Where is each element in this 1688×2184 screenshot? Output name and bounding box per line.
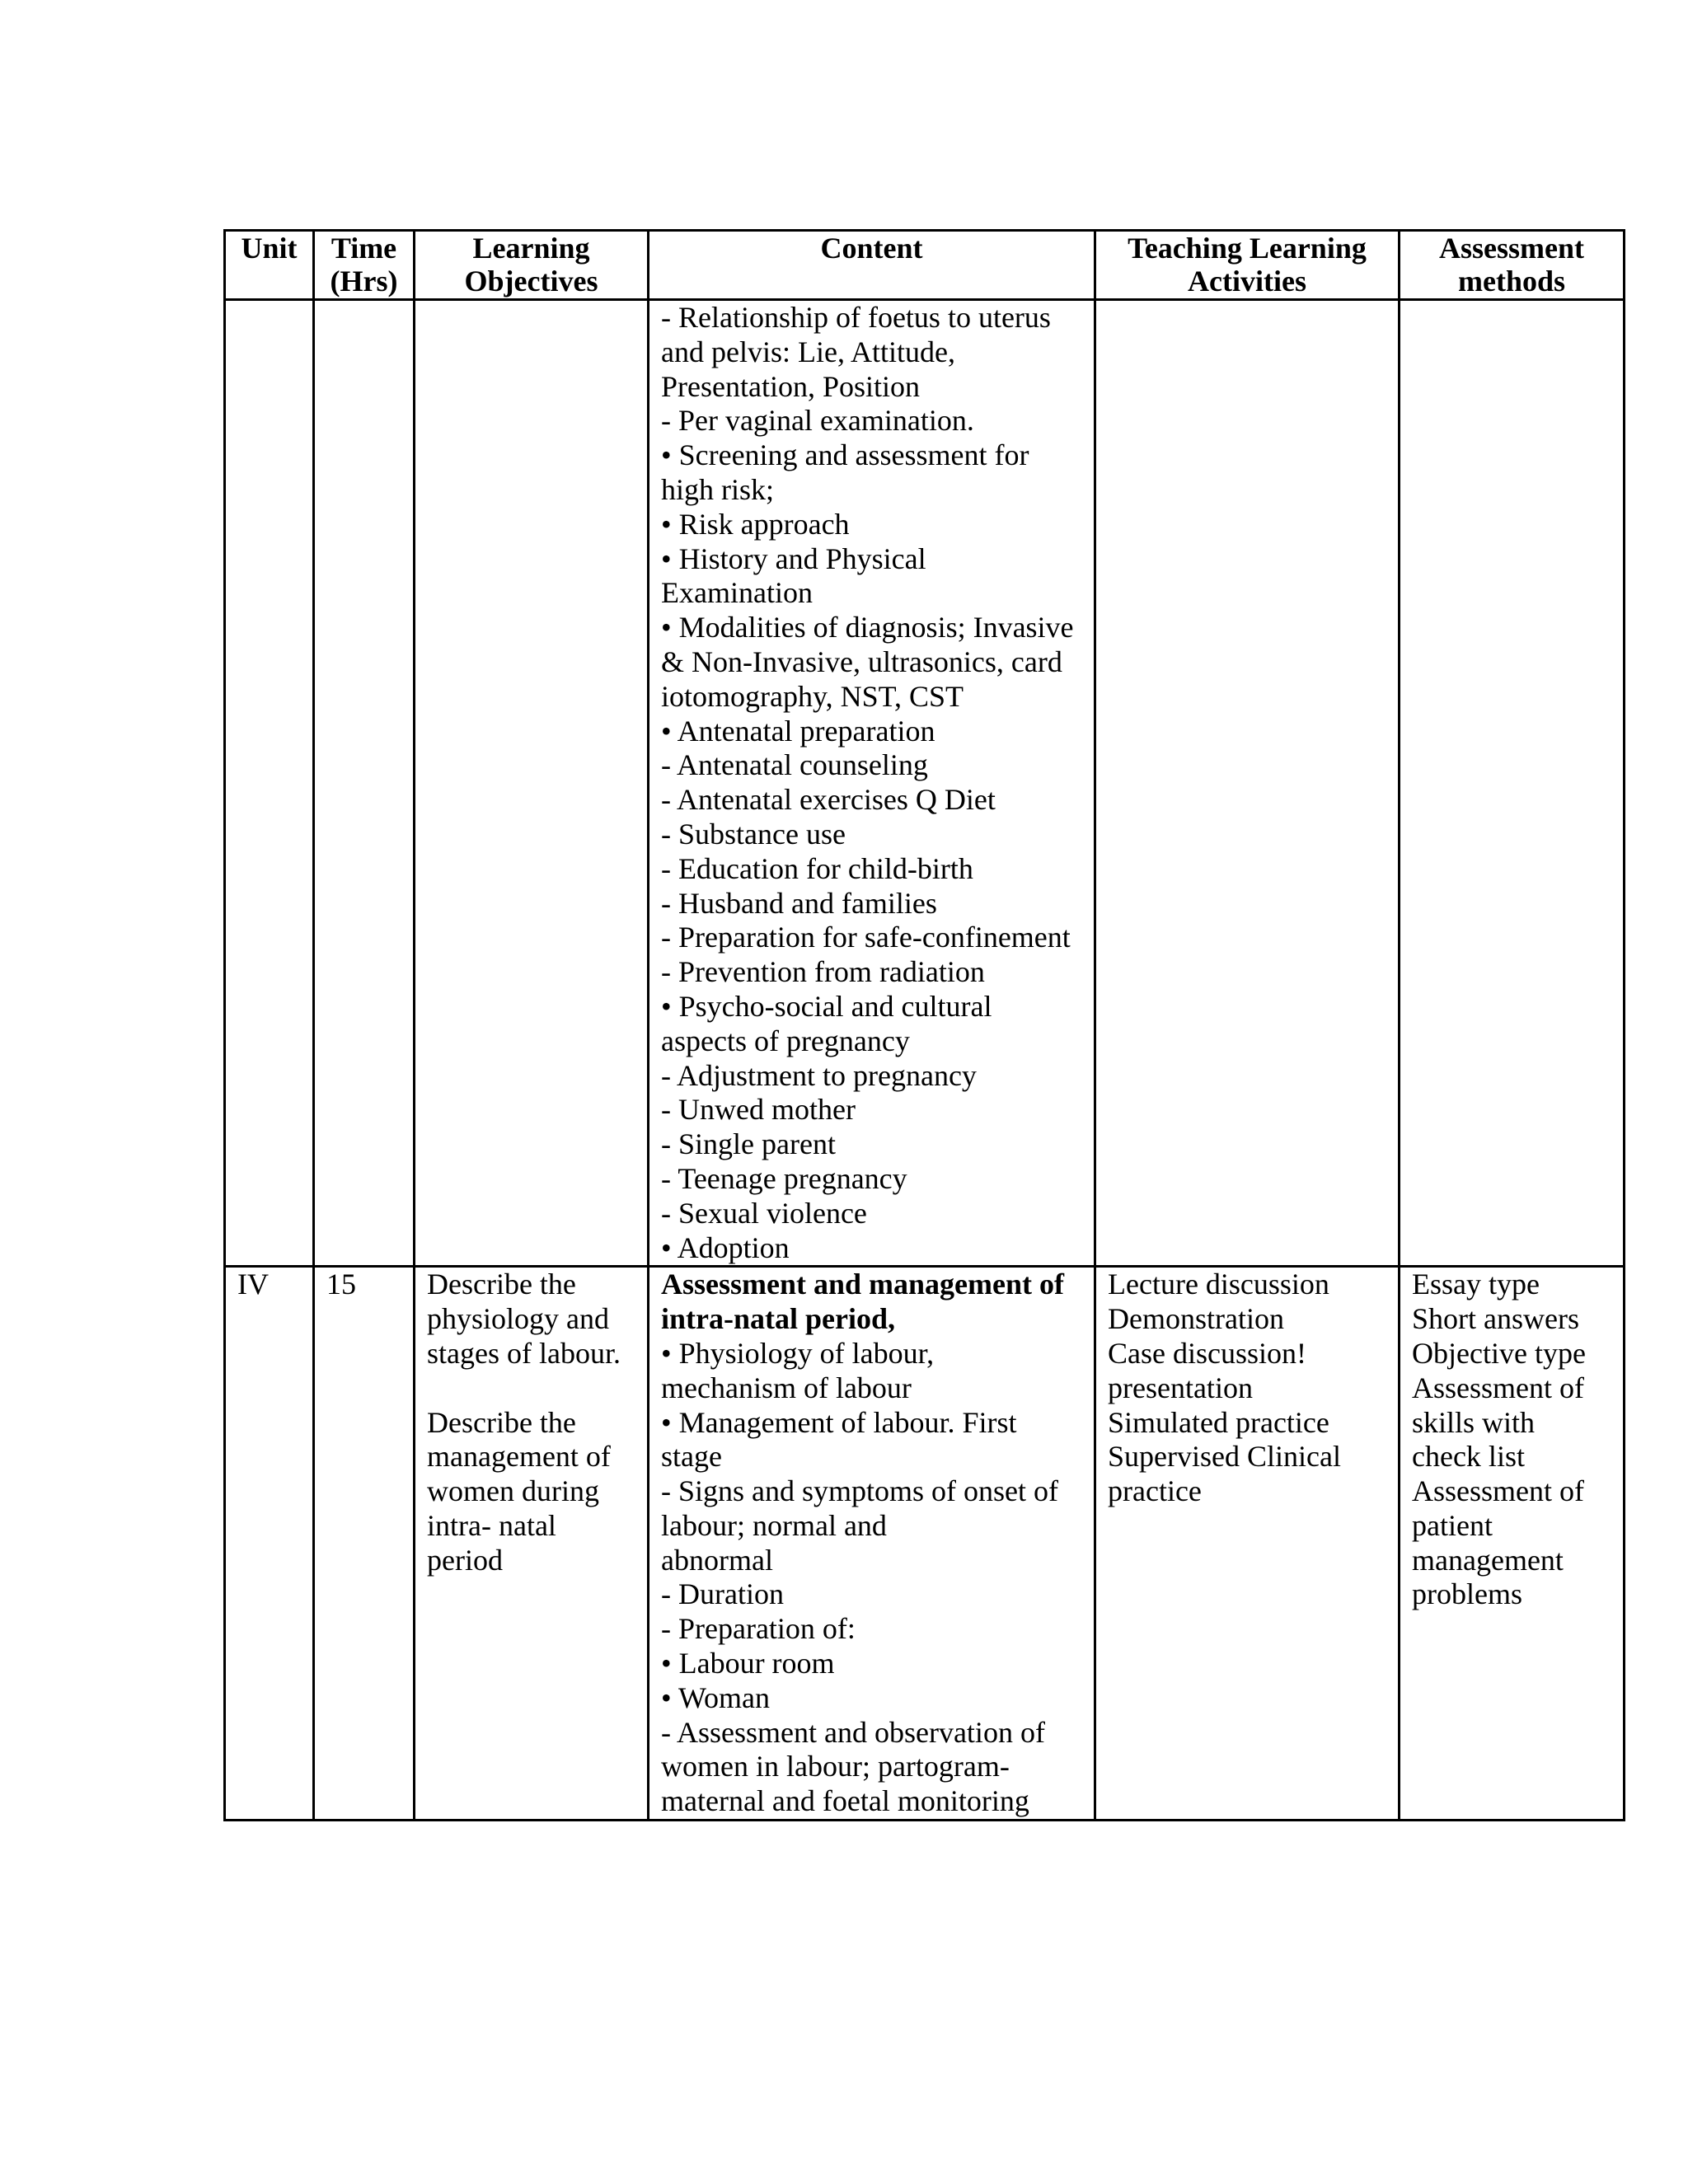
header-unit-label: Unit — [241, 232, 298, 265]
content-line: • History and Physical — [661, 541, 926, 575]
assessment-line: Essay type — [1412, 1268, 1540, 1301]
objective-line: intra- natal — [427, 1508, 556, 1542]
content-line: - Adjustment to pregnancy — [661, 1058, 977, 1092]
content-line: - Substance use — [661, 817, 846, 851]
content-line: aspects of pregnancy — [661, 1024, 910, 1057]
content-heading-line: Assessment and management of — [661, 1268, 1064, 1301]
content-line: - Husband and families — [661, 886, 937, 920]
content-line: - Preparation of: — [661, 1612, 856, 1646]
content-line: • Woman — [661, 1680, 771, 1714]
content-line: • Risk approach — [661, 507, 850, 541]
syllabus-table — [223, 229, 1625, 1821]
assessment-line: Short answers — [1412, 1302, 1579, 1336]
objective-line: stages of labour. — [427, 1336, 621, 1370]
content-line: abnormal — [661, 1543, 773, 1577]
content-line: - Antenatal exercises Q Diet — [661, 783, 996, 817]
content-line: - Prevention from radiation — [661, 955, 985, 989]
header-time-label: Time — [331, 232, 397, 265]
header-objectives-line1: Learning — [472, 232, 590, 265]
time-hours: 15 — [326, 1268, 356, 1301]
content-line: - Education for child-birth — [661, 851, 973, 885]
table-row — [225, 1267, 1625, 1821]
content-line: labour; normal and — [661, 1508, 887, 1542]
cell-objectives — [415, 1267, 649, 1821]
content-line: - Preparation for safe-confinement — [661, 921, 1071, 954]
content-line: - Relationship of foetus to uterus — [661, 301, 1051, 334]
cell-content — [649, 300, 1095, 1267]
header-assessment — [1400, 231, 1625, 300]
content-line: • Physiology of labour, — [661, 1336, 935, 1370]
content-line: - Signs and symptoms of onset of — [661, 1474, 1058, 1508]
assessment-line: patient — [1412, 1508, 1493, 1542]
content-line: Presentation, Position — [661, 369, 920, 403]
cell-unit — [225, 300, 314, 1267]
assessment-line: skills with — [1412, 1405, 1536, 1439]
content-line: • Management of labour. First — [661, 1405, 1017, 1439]
header-time-unit: (Hrs) — [330, 265, 398, 298]
content-heading-line: intra-natal period, — [661, 1302, 895, 1336]
content-line: - Duration — [661, 1577, 784, 1611]
objectives-list — [427, 1268, 635, 1577]
content-line: - Per vaginal examination. — [661, 404, 974, 438]
content-line: • Adoption — [661, 1230, 790, 1264]
header-content-label: Content — [820, 232, 923, 265]
content-line: • Psycho-social and cultural — [661, 989, 992, 1023]
content-line: - Teenage pregnancy — [661, 1161, 907, 1195]
content-line: - Antenatal counseling — [661, 748, 928, 782]
cell-teaching-activities — [1095, 1267, 1400, 1821]
assessment-list — [1412, 1268, 1611, 1612]
cell-unit — [225, 1267, 314, 1821]
content-line: women in labour; partogram- — [661, 1750, 1010, 1783]
content-line: Examination — [661, 576, 813, 610]
header-row — [225, 231, 1625, 300]
header-unit — [225, 231, 314, 300]
header-assessment-line1: Assessment — [1439, 232, 1584, 265]
objective-line: women during — [427, 1474, 599, 1508]
assessment-line: Assessment of — [1412, 1371, 1584, 1404]
content-line: high risk; — [661, 472, 775, 506]
objective-line: management of — [427, 1440, 611, 1474]
header-content — [649, 231, 1095, 300]
assessment-line: check list — [1412, 1440, 1525, 1474]
objective-line: Describe the — [427, 1268, 576, 1301]
assessment-line: management — [1412, 1543, 1564, 1577]
unit-number: IV — [237, 1268, 269, 1301]
objective-line — [427, 1371, 635, 1406]
header-objectives-line2: Objectives — [464, 265, 598, 298]
content-line: - Sexual violence — [661, 1196, 867, 1230]
objective-line: physiology and — [427, 1302, 609, 1336]
content-line: mechanism of labour — [661, 1371, 912, 1404]
content-line: • Antenatal preparation — [661, 714, 935, 748]
cell-objectives — [415, 300, 649, 1267]
table-row — [225, 300, 1625, 1267]
content-list — [661, 1337, 1082, 1819]
cell-time — [314, 1267, 415, 1821]
objective-line: period — [427, 1543, 503, 1577]
activity-line: Demonstration — [1108, 1302, 1284, 1336]
content-heading — [661, 1268, 1082, 1337]
cell-time — [314, 300, 415, 1267]
assessment-line: Objective type — [1412, 1336, 1586, 1370]
activity-line: practice — [1108, 1474, 1202, 1508]
cell-teaching-activities — [1095, 300, 1400, 1267]
activity-line: presentation — [1108, 1371, 1253, 1404]
content-line: & Non-Invasive, ultrasonics, card — [661, 644, 1062, 678]
header-assessment-line2: methods — [1457, 265, 1565, 298]
objective-line: Describe the — [427, 1405, 576, 1439]
content-line: - Unwed mother — [661, 1093, 856, 1127]
content-line: iotomography, NST, CST — [661, 679, 964, 713]
cell-assessment — [1400, 1267, 1625, 1821]
content-line: stage — [661, 1440, 722, 1474]
activity-line: Case discussion! — [1108, 1336, 1306, 1370]
assessment-line: Assessment of — [1412, 1474, 1584, 1508]
content-line: • Labour room — [661, 1647, 835, 1680]
header-teaching-activities — [1095, 231, 1400, 300]
activity-line: Simulated practice — [1108, 1405, 1329, 1439]
content-line: • Modalities of diagnosis; Invasive — [661, 611, 1074, 644]
teaching-activities-list — [1108, 1268, 1386, 1509]
cell-assessment — [1400, 300, 1625, 1267]
content-line: and pelvis: Lie, Attitude, — [661, 335, 955, 368]
header-time — [314, 231, 415, 300]
content-line: • Screening and assessment for — [661, 438, 1029, 472]
assessment-line: problems — [1412, 1577, 1522, 1611]
header-tla-line2: Activities — [1188, 265, 1306, 298]
header-objectives — [415, 231, 649, 300]
content-line: maternal and foetal monitoring — [661, 1784, 1029, 1818]
cell-content — [649, 1267, 1095, 1821]
content-line: - Single parent — [661, 1127, 836, 1161]
content-list — [661, 301, 1082, 1265]
content-line: - Assessment and observation of — [661, 1715, 1045, 1749]
header-tla-line1: Teaching Learning — [1128, 232, 1367, 265]
activity-line: Supervised Clinical — [1108, 1440, 1341, 1474]
activity-line: Lecture discussion — [1108, 1268, 1329, 1301]
